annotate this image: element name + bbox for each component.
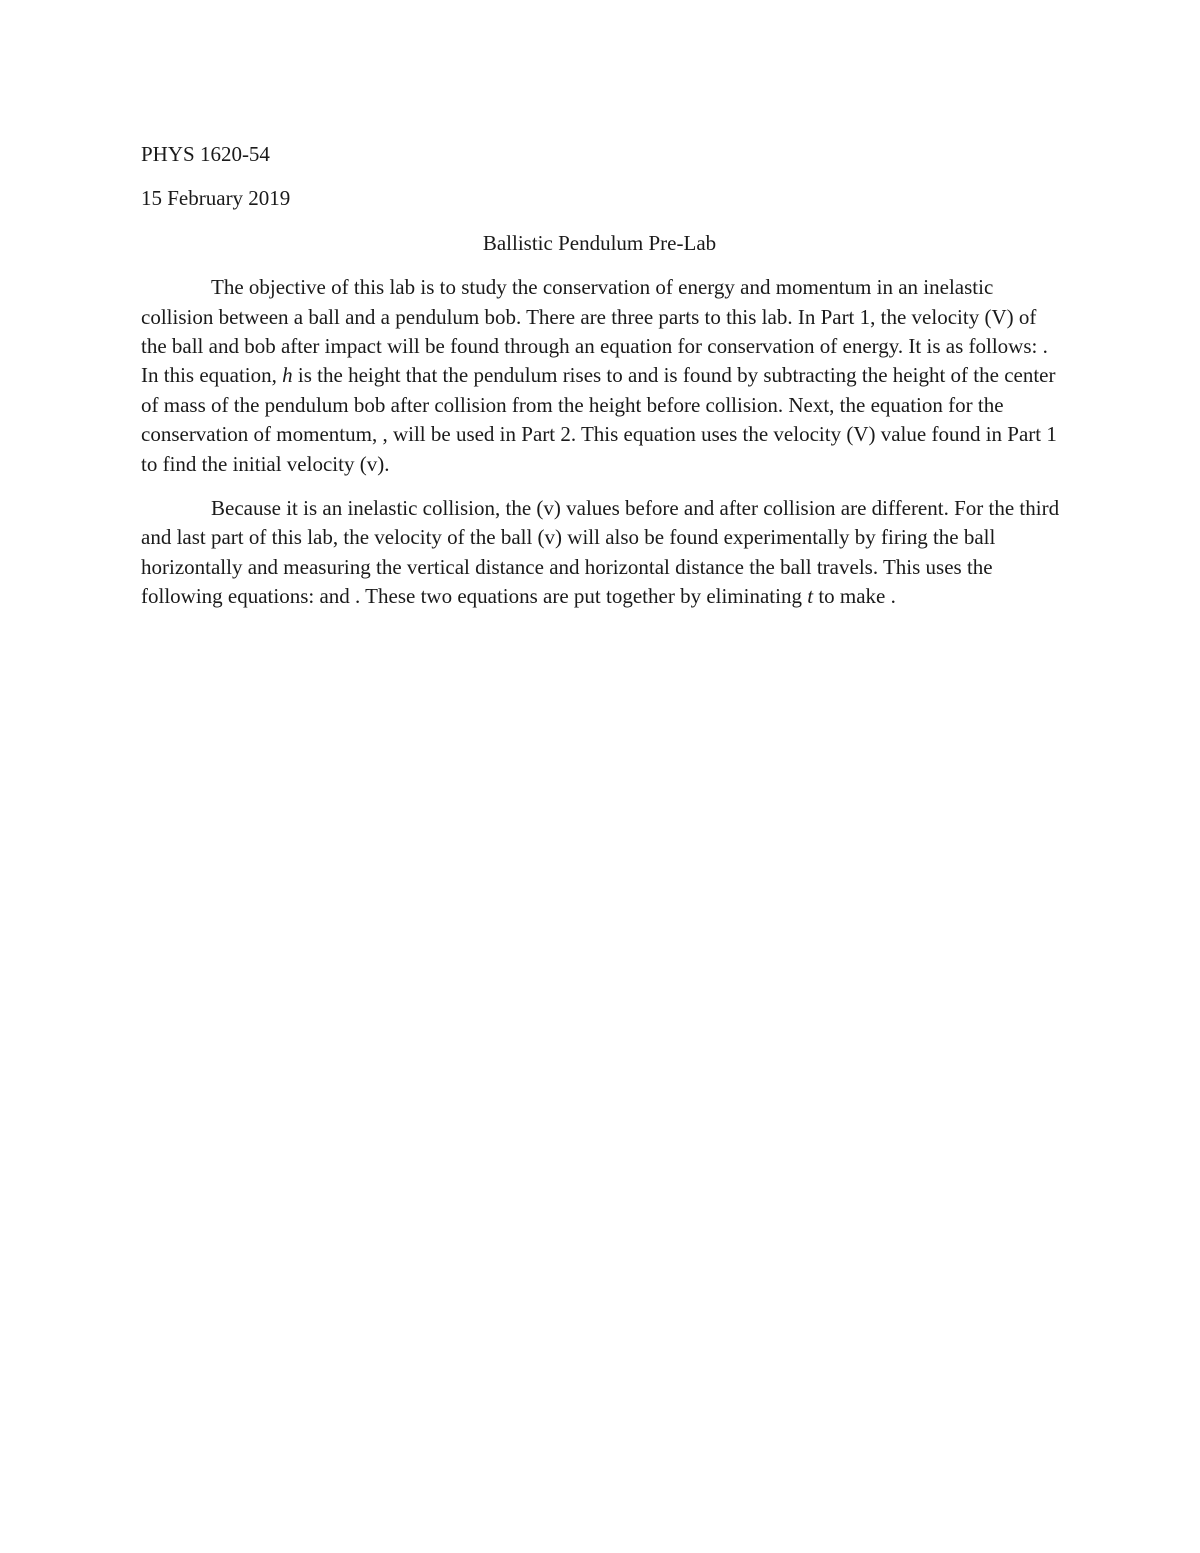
document-page — [141, 140, 1061, 627]
paragraph-experiment-text-2: to make . — [813, 584, 896, 609]
paragraph-objective-text-1: The objective of this lab is to study the conservation of energy and momentum in an inelastic collision between a ball and a pendulum bob. There are three parts to this lab. In Part 1, the velocity (V) of the ball and bob after impact will be found through an equation for conservation of energy. It is as follows: . In this equation, — [141, 275, 1048, 388]
paragraph-experiment-text-1: Because it is an inelastic collision, the (v) values before and after collision are different. For the third and last part of this lab, the velocity of the ball (v) will also be found experimentally by firing the ball horizontally and measuring the vertical distance and horizontal distance the ball travels. This uses the following equations: and . These two equations are put together by eliminating — [141, 496, 1060, 609]
variable-h: h — [282, 363, 293, 388]
variable-t: t — [807, 584, 814, 609]
paragraph-objective — [141, 273, 1061, 479]
document-date: 15 February 2019 — [141, 186, 291, 211]
paragraph-objective-text-2: is the height that the pendulum rises to and is found by subtracting the height of the center of mass of the pendulum bob after collision from the height before collision. Next, the equation for the conservation of momentum, , will be used in Part 2. This equation uses the velocity (V) value found in Part 1 to find the initial velocity (v). — [141, 363, 1057, 476]
course-code: PHYS 1620-54 — [141, 142, 270, 166]
paragraph-experiment — [141, 494, 1061, 612]
document-title: Ballistic Pendulum Pre-Lab — [482, 230, 717, 255]
